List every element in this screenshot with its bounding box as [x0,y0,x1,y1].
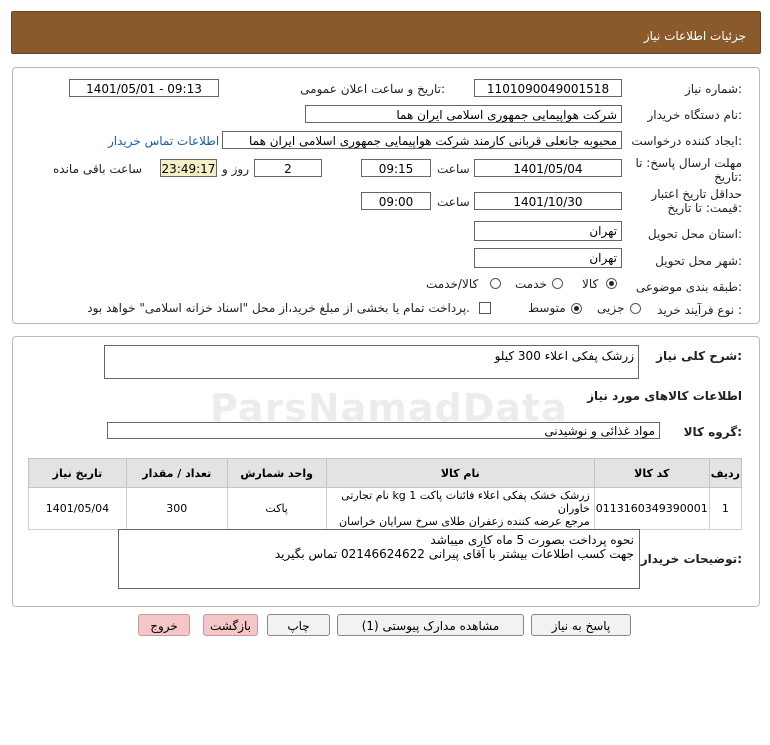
back-button[interactable]: بازگشت [203,614,258,636]
goods-info-title: اطلاعات کالاهای مورد نیاز [587,389,742,403]
attachments-button[interactable]: مشاهده مدارک پیوستی (1) [337,614,524,636]
validity-date-field: 1401/10/30 [474,192,622,210]
validity-time-label: ساعت [437,195,470,209]
process-radio-minor[interactable] [630,303,641,314]
deadline-label-line1: مهلت ارسال پاسخ: تا [635,156,742,170]
deadline-time-field: 09:15 [361,159,431,177]
province-field: تهران [474,221,622,241]
creator-label: ایجاد کننده درخواست: [631,134,742,148]
buyer-notes-label: توضیحات خریدار: [640,552,742,566]
validity-label-line2: قیمت: تا تاریخ: [667,201,742,215]
reply-button[interactable]: پاسخ به نیاز [531,614,631,636]
need-summary-field: زرشک پفکی اعلاء 300 کیلو [104,345,639,379]
announce-field: 1401/05/01 - 09:13 [69,79,219,97]
remaining-time-field: 23:49:17 [160,159,217,177]
buyer-org-field: شرکت هواپیمایی جمهوری اسلامی ایران هما [305,105,622,123]
col-unit-header: واحد شمارش [227,459,326,488]
cell-name-line1: زرشک خشک پفکی اعلاء فائنات پاکت 1 kg نام تجارتی خاوران [341,489,590,515]
announce-label: تاریخ و ساعت اعلان عمومی: [300,82,445,96]
print-button[interactable]: چاپ [267,614,330,636]
col-qty-header: تعداد / مقدار [126,459,227,488]
cell-name [326,488,594,530]
goods-group-label: گروه کالا: [683,425,742,439]
province-label: استان محل تحویل: [647,227,742,241]
exit-button[interactable]: خروج [138,614,190,636]
table-header-row [29,459,742,488]
watermark: ParsNamadData [210,386,568,430]
col-name-header: نام کالا [326,459,594,488]
validity-time-field: 09:00 [361,192,431,210]
process-option-medium: متوسط [528,301,566,315]
days-field: 2 [254,159,322,177]
category-option-goods: کالا [582,277,599,291]
validity-label-line1: حداقل تاریخ اعتبار [651,187,742,201]
cell-code: 0113160349390001 [594,488,709,530]
process-option-minor: جزیی [597,301,625,315]
need-number-label: شماره نیاز: [684,82,742,96]
city-field: تهران [474,248,622,268]
table-row [29,488,742,530]
need-number-field: 1101090049001518 [474,79,622,97]
cell-unit: پاکت [227,488,326,530]
city-label: شهر محل تحویل: [655,254,742,268]
payment-note: پرداخت تمام یا بخشی از مبلغ خرید،از محل "اسناد خزانه اسلامی" خواهد بود. [87,301,470,315]
cell-name-line2: مرجع عرضه کننده زعفران طلای سرخ سرایان خراسان [339,515,590,528]
deadline-date-field: 1401/05/04 [474,159,622,177]
goods-group-field: مواد غذائی و نوشیدنی [107,422,660,439]
category-option-service: خدمت [515,277,547,291]
process-radio-medium[interactable] [571,303,582,314]
cell-qty: 300 [126,488,227,530]
buyer-contact-link[interactable]: اطلاعات تماس خریدار [108,134,220,148]
treasury-payment-checkbox[interactable] [479,302,491,314]
remaining-label: ساعت باقی مانده [53,162,143,176]
cell-row: 1 [709,488,741,530]
buyer-org-label: نام دستگاه خریدار: [647,108,742,122]
col-row-header: ردیف [709,459,741,488]
deadline-label-line2: تاریخ: [714,170,742,184]
process-label: نوع فرآیند خرید : [657,303,742,317]
category-label: طبقه بندی موضوعی: [635,280,742,294]
days-label: روز و [222,162,249,176]
cell-date: 1401/05/04 [29,488,127,530]
creator-field: محبوبه جانعلی قربانی کارمند شرکت هواپیمایی جمهوری اسلامی ایران هما [222,131,622,149]
col-code-header: کد کالا [594,459,709,488]
buyer-notes-box [118,529,640,589]
page-header [11,11,761,54]
category-radio-service[interactable] [552,278,563,289]
buyer-notes-line2: جهت کسب اطلاعات بیشتر با آقای پیرانی 02146624622 تماس بگیرید [274,547,634,561]
need-summary-label: شرح کلی نیاز: [656,349,742,363]
category-radio-goods[interactable] [606,278,617,289]
category-option-goods-service: کالا/خدمت [426,277,479,291]
deadline-time-label: ساعت [437,162,470,176]
buyer-notes-line1: نحوه پرداخت بصورت 5 ماه کاری میباشد [430,533,634,547]
col-date-header: تاریخ نیاز [29,459,127,488]
goods-table [28,458,742,530]
category-radio-goods-service[interactable] [490,278,501,289]
page-title: جزئیات اطلاعات نیاز [643,29,746,43]
